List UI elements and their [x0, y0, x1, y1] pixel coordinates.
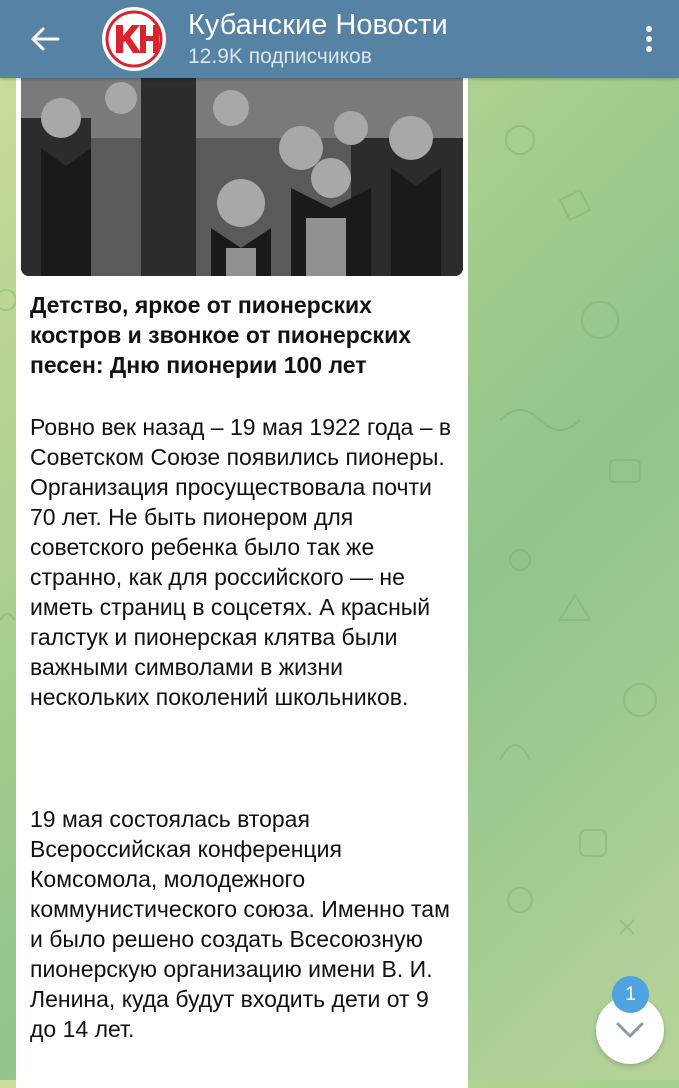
- pioneers-photo: [21, 78, 463, 276]
- channel-name[interactable]: Кубанские Новости: [188, 9, 448, 41]
- channel-avatar[interactable]: [102, 7, 166, 71]
- arrow-left-icon: [30, 26, 60, 52]
- post-title: Детство, яркое от пионерских костров и звонкое от пионерских песен: Дню пионерии 100 лет: [30, 292, 411, 378]
- chevron-down-icon: [615, 1021, 645, 1039]
- subscriber-count: 12.9K подписчиков: [188, 45, 372, 68]
- back-button[interactable]: [0, 0, 90, 78]
- message-bubble: [16, 78, 468, 1088]
- more-vertical-icon: [645, 25, 653, 53]
- unread-badge: 1: [612, 976, 649, 1013]
- post-paragraph-1: Ровно век назад – 19 мая 1922 года – в Советском Союзе появились пионеры. Организация просуществовала почти 70 лет. Не быть пионером для советского ребенка было так же странно, как для российского — не иметь страниц в соцсетях. А красный галстук и пионерская клятва были важными символами в жизни нескольких поколений школьников.: [30, 414, 452, 710]
- chat-header: [0, 0, 679, 78]
- post-photo[interactable]: [21, 78, 463, 276]
- menu-button[interactable]: [619, 0, 679, 78]
- channel-logo-icon: [102, 7, 166, 71]
- post-paragraph-2: 19 мая состоялась вторая Всероссийская конференция Комсомола, молодежного коммунистического союза. Именно там и было решено создать Всесоюзную пионерскую организацию имени В. И. Ленина, куда будут входить дети от 9 до 14 лет.: [30, 806, 450, 1042]
